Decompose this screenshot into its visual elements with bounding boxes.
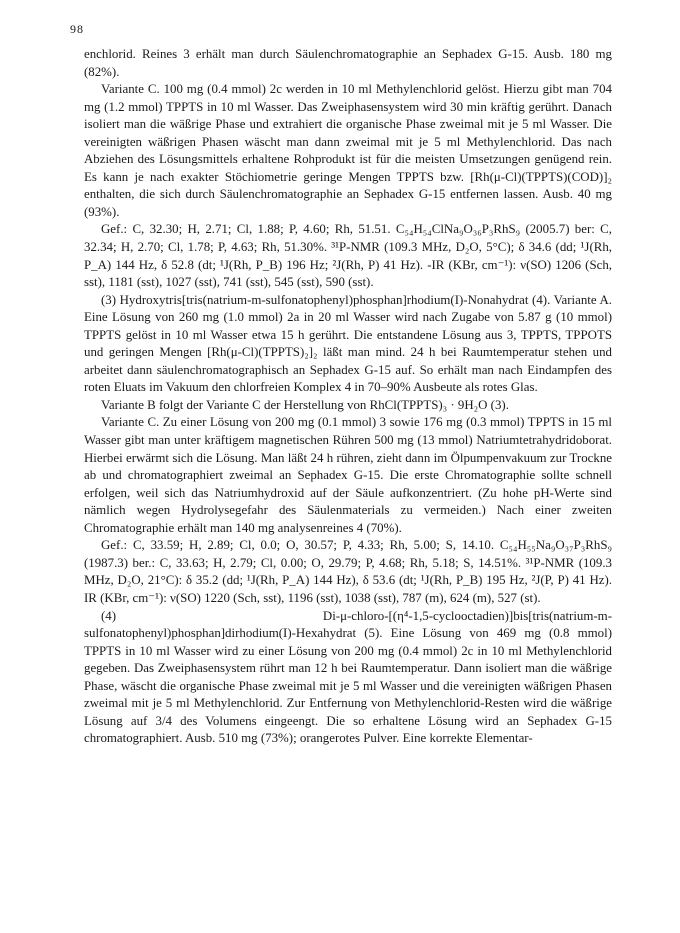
paragraph-compound-5: (4) Di-μ-chloro-[(η⁴-1,5-cyclooctadien)]bis[tris(natrium-m-sulfonatophenyl)phosphan]dirhodium(I)-Hexahydrat (5). Eine Lösung von 469 mg (0.8 mmol) TPPTS in 10 ml Wasser wird zu einer Lösung von 200 mg (0.4 mmol) 2c in 10 ml Methylenchlorid gegeben. Das Zweiphasensystem rührt man 12 h bei Raumtemperatur. Dann isoliert man die wäßrige Phase, wäscht die organische Phase zweimal mit je 5 ml Wasser und die vereinigten wäßrigen Phasen zweimal mit je 5 ml Methylenchlorid. Zur Entfernung von Methylenchlorid-Resten wird die wäßrige Lösung auf 3/4 des Volumens eingeengt. Die so erhaltene Lösung wird an Sephadex G-15 chromatographiert. Ausb. 510 mg (73%); orangerotes Pulver. Eine korrekte Elementar-: [84, 608, 612, 746]
paragraph-1: enchlorid. Reines 3 erhält man durch Säulenchromatographie an Sephadex G-15. Ausb. 180 mg (82%).: [84, 47, 612, 79]
paragraph-variante-b: Variante B folgt der Variante C der Herstellung von RhCl(TPPTS)₃ · 9H₂O (3).: [101, 397, 509, 412]
paragraph-variante-c-4: Variante C. Zu einer Lösung von 200 mg (0.1 mmol) 3 sowie 176 mg (0.3 mmol) TPPTS in 15 ml Wasser gibt man unter kräftigem magnetischen Rühren 500 mg (13 mmol) Natriumtetrahydridoborat. Hierbei erwärmt sich die Lösung. Man läßt 24 h rühren, zieht dann im Ölpumpenvakuum zur Trockne ab und chromatographiert zweimal an Sephadex G-15. Die erste Chromatographie sollte schnell erfolgen, weil sich das Natriumhydroxid auf der Säule aufkonzentriert. (Zu hohe pH-Werte sind nämlich wegen Hydrolysegefahr des Säulenmaterials zu vermeiden.) Nach einer zweiten Chromatographie erhält man 140 mg analysenreines 4 (70%).: [84, 415, 612, 535]
paragraph-analysis-3: Gef.: C, 32.30; H, 2.71; Cl, 1.88; P, 4.60; Rh, 51.51. C₅₄H₅₄ClNa₉O₃₆P₃RhS₉ (2005.7) ber: C, 32.34; H, 2.70; Cl, 1.78; P, 4.63; Rh, 51.30%. ³¹P-NMR (109.3 MHz, D₂O, 5°C); δ 34.6 (dd; ¹J(Rh, P_A) 144 Hz, δ 52.8 (dt; ¹J(Rh, P_B) 196 Hz; ²J(Rh, P) 41 Hz). -IR (KBr, cm⁻¹): ν(SO) 1206 (Sch, sst), 1181 (sst), 1027 (sst), 741 (sst), 545 (sst), 590 (sst).: [84, 222, 612, 290]
paragraph-analysis-4: Gef.: C, 33.59; H, 2.89; Cl, 0.0; O, 30.57; P, 4.33; Rh, 5.00; S, 14.10. C₅₄H₅₅Na₉O₃₇P₃RhS₉ (1987.3) ber.: C, 33.63; H, 2.79; Cl, 0.00; O, 29.79; P, 4.68; Rh, 5.18; S, 14.51%. ³¹P-NMR (109.3 MHz, D₂O, 21°C): δ 35.2 (dd; ¹J(Rh, P_A) 144 Hz), δ 53.6 (dt; ¹J(Rh, P_B) 195 Hz, ²J(P, P) 41 Hz). IR (KBr, cm⁻¹): ν(SO) 1220 (Sch, sst), 1196 (sst), 1038 (sst), 787 (m), 624 (m), 527 (st).: [84, 538, 612, 605]
paragraph-compound-4: (3) Hydroxytris[tris(natrium-m-sulfonatophenyl)phosphan]rhodium(I)-Nonahydrat (4). Variante A. Eine Lösung von 260 mg (1.0 mmol) 2a in 20 ml Wasser wird nach Zugabe von 5.87 g (10 mmol) TPPTS gelöst in 10 ml Wasser etwa 15 h gerührt. Die entstandene Lösung aus 3, TPPTS, TPPOTS und geringen Mengen [Rh(μ-Cl)(TPPTS)₂]₂ läßt man mind. 24 h bei Raumtemperatur stehen und arbeitet dann säulenchromatographisch an Sephadex G-15 auf. So erhält man nach Eindampfen des roten Eluats im Vakuum den chlorfreien Komplex 4 in 70–90% Ausbeute als rotes Glas.: [84, 292, 612, 395]
paragraph-variante-c: Variante C. 100 mg (0.4 mmol) 2c werden in 10 ml Methylenchlorid gelöst. Hierzu gibt man 704 mg (1.2 mmol) TPPTS in 10 ml Wasser. Das Zweiphasensystem wird 30 min kräftig gerührt. Danach isoliert man die wäßrige Phase und extrahiert die organische Phase zweimal mit je 5 ml Wasser. Die vereinigten wäßrigen Phasen wäscht man dann zweimal mit je 5 ml Methylenchlorid. Das nach Abziehen des Lösungsmittels erhaltene Rohprodukt ist für die meisten Umsetzungen genügend rein. Es kann je nach exakter Stöchiometrie geringe Mengen TPPTS bzw. [Rh(μ-Cl)(TPPTS)(COD)]₂ enthalten, die sich durch Säulenchromatographie an Sephadex G-15 entfernen lassen. Ausb. 40 mg (93%).: [84, 82, 612, 219]
page-number: 98: [70, 22, 84, 36]
text-body: [84, 46, 612, 748]
